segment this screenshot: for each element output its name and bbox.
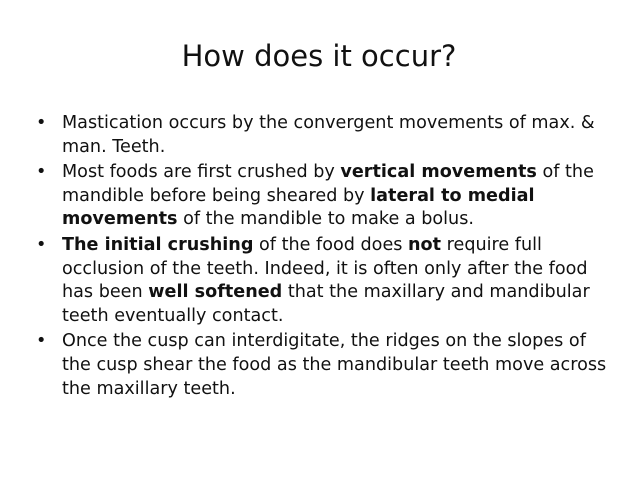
bullet-3-emphasis-initial: The initial crushing	[62, 234, 254, 255]
bullet-3-emphasis-softened: well softened	[148, 282, 283, 303]
bullet-1-text: Mastication occurs by the convergent movements of max. & man. Teeth.	[62, 113, 595, 157]
bullet-4-text: Once the cusp can interdigitate, the ridges on the slopes of the cusp shear the food as the mandibular teeth move across the maxillary teeth.	[62, 331, 607, 399]
bullet-marker: •	[36, 234, 47, 255]
bullet-item-3	[30, 234, 620, 328]
bullet-2-text-c: of the mandible to make a bolus.	[177, 209, 474, 230]
bullet-list	[30, 112, 620, 403]
bullet-2-text-b: of the mandible before being sheared by	[62, 162, 594, 206]
slide-title: How does it occur?	[181, 39, 457, 73]
bullet-2-text-a: Most foods are first crushed by	[62, 162, 341, 183]
bullet-marker: •	[36, 331, 47, 352]
bullet-3-emphasis-not: not	[408, 234, 442, 255]
bullet-2-emphasis-lateral: lateral to medial movements	[62, 185, 535, 230]
bullet-item-4	[30, 330, 620, 401]
bullet-3-text-c: that the maxillary and mandibular teeth eventually contact.	[62, 282, 590, 326]
bullet-marker: •	[36, 162, 47, 183]
bullet-3-text-b: require full occlusion of the teeth. Indeed, it is often only after the food has been	[62, 234, 588, 303]
bullet-3-text-a: of the food does	[253, 234, 409, 255]
bullet-2-emphasis-vertical: vertical movements	[340, 162, 537, 183]
bullet-item-2	[30, 161, 620, 232]
bullet-marker: •	[36, 113, 47, 133]
bullet-item-1	[30, 112, 620, 159]
